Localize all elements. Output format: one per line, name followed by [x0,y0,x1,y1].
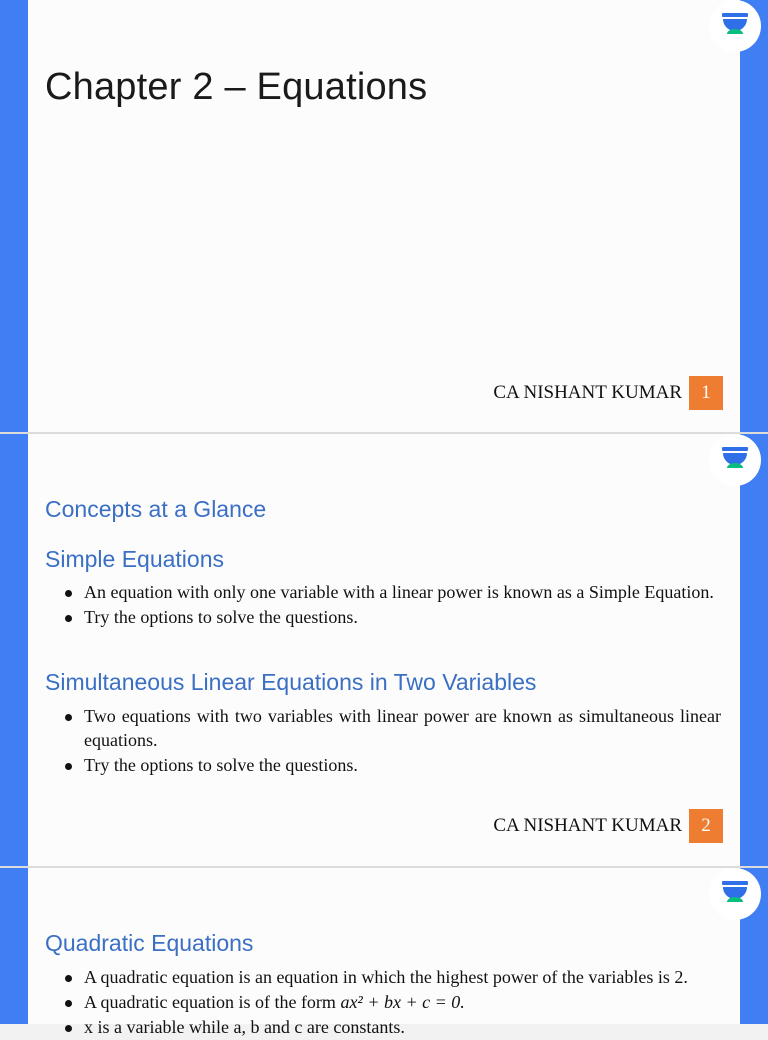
chapter-title: Chapter 2 – Equations [45,66,428,108]
slide-1 [0,0,768,432]
slide-sheet [28,868,740,1037]
slide-right-strip [740,434,768,866]
slide-footer [493,376,723,410]
slide-sheet [28,434,740,866]
slide-left-strip [0,868,28,1024]
list-item: An equation with only one variable with a linear power is known as a Simple Equation. [65,580,721,604]
bullet-list [65,965,721,1040]
list-item: Try the options to solve the questions. [65,753,721,777]
list-item-text: A quadratic equation is of the form [84,992,336,1012]
slide-right-strip [740,0,768,432]
list-item: x is a variable while a, b and c are constants. [65,1015,721,1039]
unacademy-logo-icon [721,447,749,473]
slide-2 [0,434,768,866]
slide-footer [493,809,723,843]
page-number-badge: 1 [689,376,723,410]
slide-left-strip [0,0,28,432]
list-item: A quadratic equation is an equation in which the highest power of the variables is 2. [65,965,721,989]
page-number-badge: 2 [689,809,723,843]
list-item [65,990,721,1014]
section-title-quadratic-equations: Quadratic Equations [45,930,254,956]
bullet-list [65,704,721,778]
slide-3 [0,868,768,1037]
slide-left-strip [0,434,28,866]
list-item: Try the options to solve the questions. [65,605,721,629]
unacademy-logo-icon [721,881,749,907]
logo-badge [709,0,761,52]
list-item: Two equations with two variables with linear power are known as simultaneous linear equations. [65,704,721,752]
logo-badge [709,434,761,486]
section-title-simultaneous-equations: Simultaneous Linear Equations in Two Variables [45,669,537,695]
author-name: CA NISHANT KUMAR [493,815,682,836]
section-title-simple-equations: Simple Equations [45,546,224,572]
unacademy-logo-icon [721,13,749,39]
logo-badge [709,868,761,920]
bullet-list [65,580,721,630]
author-name: CA NISHANT KUMAR [493,382,682,403]
slide-sheet [28,0,740,432]
section-heading: Concepts at a Glance [45,496,267,522]
quadratic-formula: ax² + bx + c = 0. [340,992,465,1012]
